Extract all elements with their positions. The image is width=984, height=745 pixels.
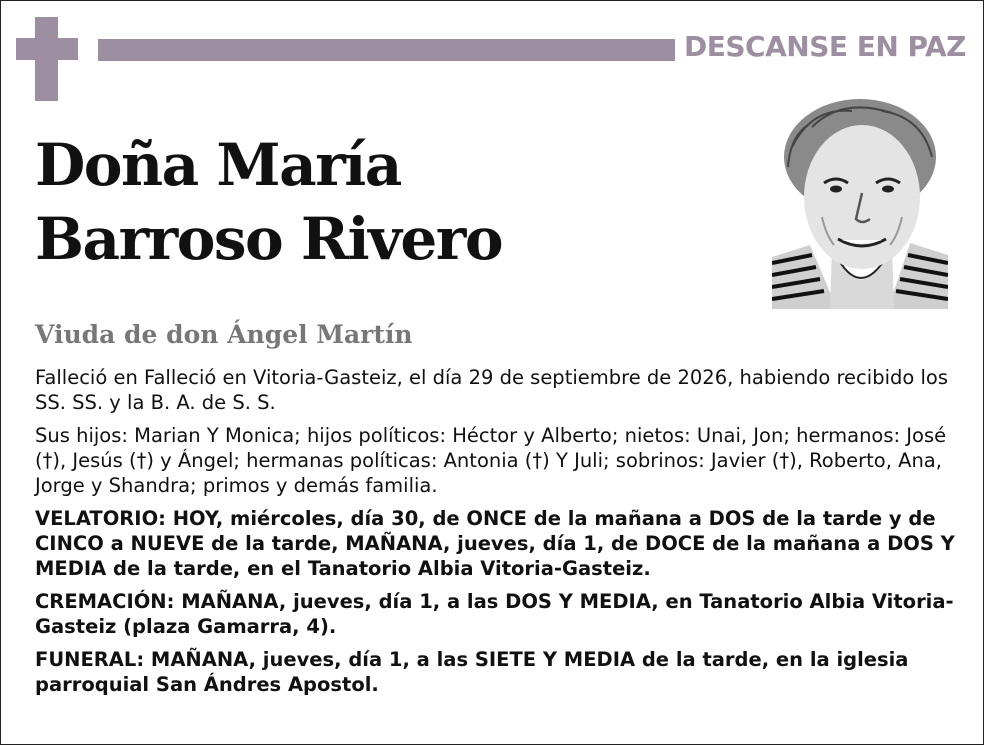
cremation-paragraph: CREMACIÓN: MAÑANA, jueves, día 1, a las DOS Y MEDIA, en Tanatorio Albia Vitoria-Gasteiz (plaza Gamarra, 4). bbox=[35, 590, 954, 638]
header-divider-bar bbox=[98, 39, 675, 61]
funeral-paragraph: FUNERAL: MAÑANA, jueves, día 1, a las SIETE Y MEDIA de la tarde, en la iglesia parroquial San Ándres Apostol. bbox=[35, 648, 909, 696]
death-paragraph: Falleció en Falleció en Vitoria-Gasteiz, el día 29 de septiembre de 2026, habiendo recibido los SS. SS. y la B. A. de S. S. bbox=[35, 366, 949, 414]
family-paragraph: Sus hijos: Marian Y Monica; hijos políticos: Héctor y Alberto; nietos: Unai, Jon; hermanos: José (†), Jesús (†) y Ángel; hermanas políticas: Antonia (†) Y Juli; sobrinos: Javier (†), Roberto, Ana, Jorge y Shandra; primos y demás familia. bbox=[35, 424, 947, 497]
deceased-name-line1: Doña María bbox=[35, 131, 401, 199]
header-label: DESCANSE EN PAZ bbox=[684, 30, 966, 63]
portrait-illustration bbox=[772, 97, 948, 309]
portrait-photo bbox=[772, 97, 948, 309]
wake-paragraph: VELATORIO: HOY, miércoles, día 30, de ONCE de la mañana a DOS de la tarde y de CINCO a NUEVE de la tarde, MAÑANA, jueves, día 1, de DOCE de la mañana a DOS Y MEDIA de la tarde, en el Tanatorio Albia Vitoria-Gasteiz. bbox=[35, 507, 955, 580]
deceased-name bbox=[35, 128, 502, 276]
cross-horizontal-bar bbox=[16, 38, 78, 60]
deceased-name-line2: Barroso Rivero bbox=[35, 205, 503, 273]
obituary-body bbox=[35, 365, 965, 705]
widow-subtitle: Viuda de don Ángel Martín bbox=[35, 320, 413, 349]
